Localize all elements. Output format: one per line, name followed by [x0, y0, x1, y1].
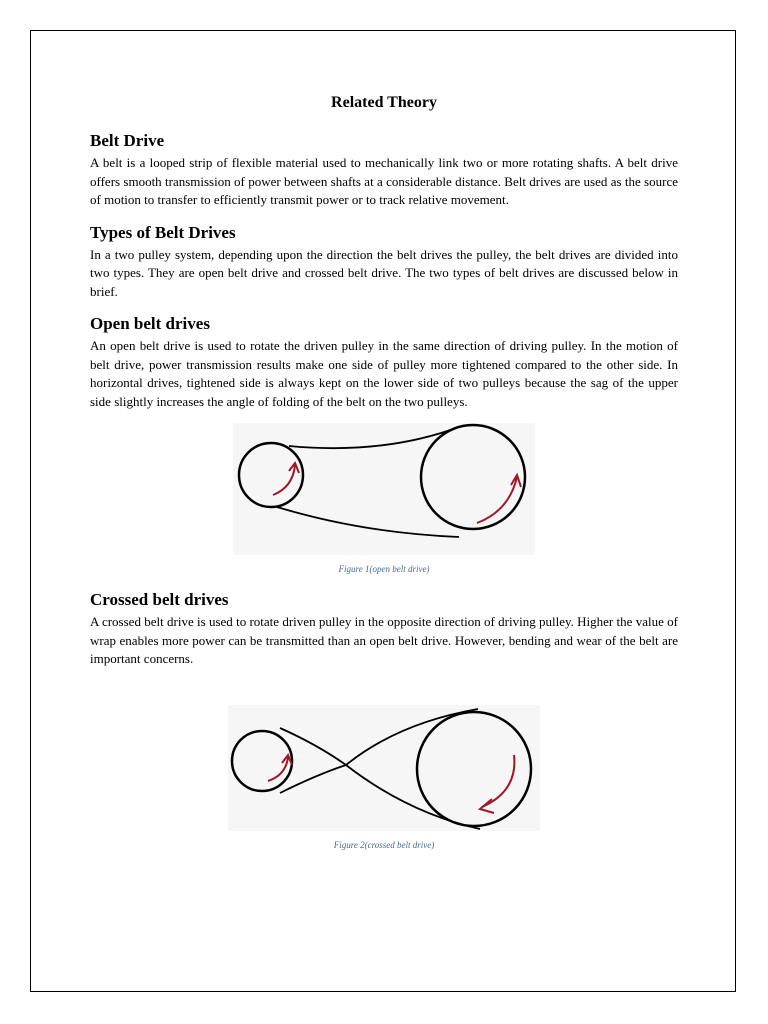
document-title: Related Theory — [331, 94, 437, 111]
heading-types-of-belt-drives: Types of Belt Drives — [90, 222, 236, 242]
belt-lower-side — [277, 507, 459, 537]
paragraph-open-belt-drives: An open belt drive is used to rotate the driven pulley in the same direction of driving pulley. In the motion of belt drive, power transmission results make one side of pulley more tightened compared to the other side. In horizontal drives, tightened side is always kept on the lower side of two pulleys because the sag of the upper side slightly increases the angle of folding of the belt on the two pulleys. — [90, 338, 678, 409]
driven-pulley — [421, 425, 525, 529]
figure-open-belt-drive — [90, 423, 678, 575]
driven-pulley-rotation-arrow — [482, 755, 514, 807]
crossed-belt-drive-diagram — [228, 705, 540, 831]
open-belt-drive-diagram — [233, 423, 535, 555]
figure-1-caption: Figure 1(open belt drive) — [338, 564, 430, 574]
driving-pulley-rotation-arrow — [273, 465, 295, 495]
paragraph-types-of-belt-drives: In a two pulley system, depending upon the direction the belt drives the pulley, the belt drives are divided into two types. They are open belt drive and crossed belt drive. The two types of belt drives are discussed below in brief. — [90, 246, 678, 299]
paragraph-belt-drive: A belt is a looped strip of flexible material used to mechanically link two or more rotating shafts. A belt drive offers smooth transmission of power between shafts at a considerable distance. Belt drives are used as the source of motion to transfer to efficiently transmit power or to track relative movement. — [90, 155, 678, 207]
figure-crossed-belt-drive — [90, 705, 678, 851]
heading-crossed-belt-drives: Crossed belt drives — [90, 590, 229, 609]
document-body — [90, 92, 678, 851]
paragraph-crossed-belt-drives: A crossed belt drive is used to rotate driven pulley in the opposite direction of driving pulley. Higher the value of wrap enables more power can be transmitted than an open belt drive. However, bending and wear of the belt are important concerns. — [90, 614, 678, 666]
heading-belt-drive: Belt Drive — [90, 131, 165, 150]
heading-open-belt-drives: Open belt drives — [90, 314, 210, 333]
figure-2-caption: Figure 2(crossed belt drive) — [333, 839, 435, 850]
